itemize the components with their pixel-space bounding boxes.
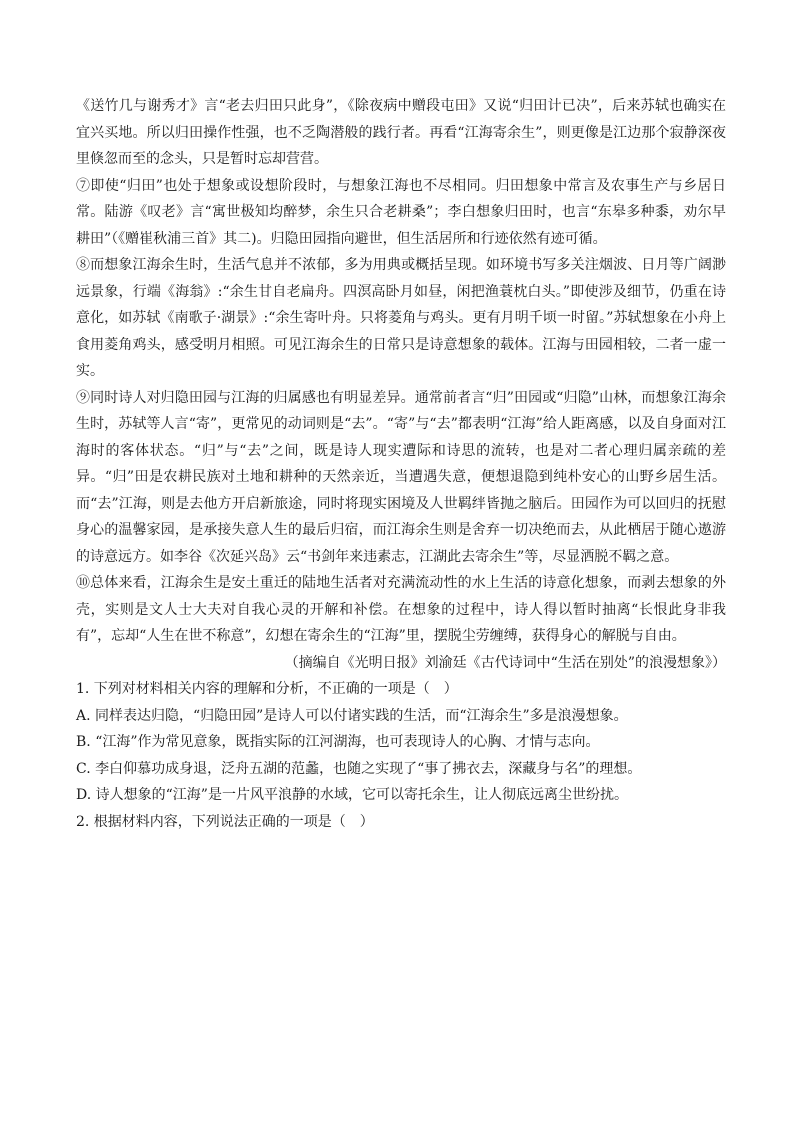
paragraph-continuation: 《送竹几与谢秀才》言“老去归田只此身”，《除夜病中赠段屯田》又说“归田计已决”，后来苏轼也确实在宜兴买地。所以归田操作性强，也不乏陶潜般的践行者。再看“江海寄余生”，则更像是江边那个寂静深夜里倏忽而至的念头，只是暂时忘却营营。 (76, 98, 726, 167)
question-1-option-d: D. 诗人想象的“江海”是一片风平浪静的水域，它可以寄托余生，让人彻底远离尘世纷扰。 (76, 787, 628, 803)
article-body (76, 93, 726, 835)
paragraph-10: ⑩总体来看，江海余生是安土重迁的陆地生活者对充满流动性的水上生活的诗意化想象，而剥去想象的外壳，实则是文人士大夫对自我心灵的开解和补偿。在想象的过程中，诗人得以暂时抽离“长恨此身非我有”，忘却“人生在世不称意”，幻想在寄余生的“江海”里，摆脱尘劳缠缚，获得身心的解脱与自由。 (76, 575, 726, 644)
question-1-stem: 1. 下列对材料相关内容的理解和分析，不正确的一项是（ ） (76, 681, 458, 697)
question-1-option-a: A. 同样表达归隐，“归隐田园”是诗人可以付诸实践的生活，而“江海余生”多是浪漫想象。 (76, 707, 628, 724)
question-1-option-c: C. 李白仰慕功成身退，泛舟五湖的范蠡，也随之实现了“事了拂衣去，深藏身与名”的理想。 (76, 760, 642, 777)
question-2 (76, 809, 726, 836)
paragraph-7: ⑦即使“归田”也处于想象或设想阶段时，与想象江海也不尽相同。归田想象中常言及农事生产与乡居日常。陆游《叹老》言“寓世极知均醉梦，余生只合老耕桑”；李白想象归田时，也言“东皋多种黍，劝尔早耕田”（《赠崔秋浦三首》其二)。归隐田园指向避世，但生活居所和行迹依然有迹可循。 (76, 177, 726, 247)
question-1 (76, 676, 726, 809)
paragraph-8: ⑧而想象江海余生时，生活气息并不浓郁，多为用典或概括呈现。如环境书写多关注烟波、日月等广阔渺远景象，行端《海翁》:“余生甘自老扁舟。四溟高卧月如昼，闲把渔蓑枕白头。”即使涉及细节，仍重在诗意化，如苏轼《南歌子·湖景》:“余生寄叶舟。只将菱角与鸡头。更有月明千顷一时留。”苏轼想象在小舟上食用菱角鸡头，感受明月相照。可见江海余生的日常只是诗意想象的载体。江海与田园相较，二者一虚一实。 (76, 257, 726, 379)
paragraph-9: ⑨同时诗人对归隐田园与江海的归属感也有明显差异。通常前者言“归”田园或“归隐”山林，而想象江海余生时，苏轼等人言“寄”，更常见的动词则是“去”。“寄”与“去”都表明“江海”给人距离感，以及自身面对江海时的客体状态。“归”与“去”之间，既是诗人现实遭际和诗思的流转，也是对二者心理归属亲疏的差异。“归”田是农耕民族对土地和耕种的天然亲近，当遭遇失意，便想退隐到纯朴安心的山野乡居生活。而“去”江海，则是去他方开启新旅途，同时将现实困境及人世羁绊皆抛之脑后。田园作为可以回归的抚慰身心的温馨家园，是承接失意人生的最后归宿，而江海余生则是舍弃一切决绝而去，从此栖居于随心遨游的诗意远方。如李谷《次延兴岛》云“书剑年来违素志，江湖此去寄余生”等，尽显洒脱不羁之意。 (76, 389, 726, 565)
source-citation: （摘编自《光明日报》刘渝廷《古代诗词中“生活在别处”的浪漫想象》） (284, 654, 726, 671)
question-1-option-b: B. “江海”作为常见意象，既指实际的江河湖海，也可表现诗人的心胸、才情与志向。 (76, 734, 600, 750)
question-2-stem: 2. 根据材料内容，下列说法正确的一项是（ ） (76, 813, 374, 830)
